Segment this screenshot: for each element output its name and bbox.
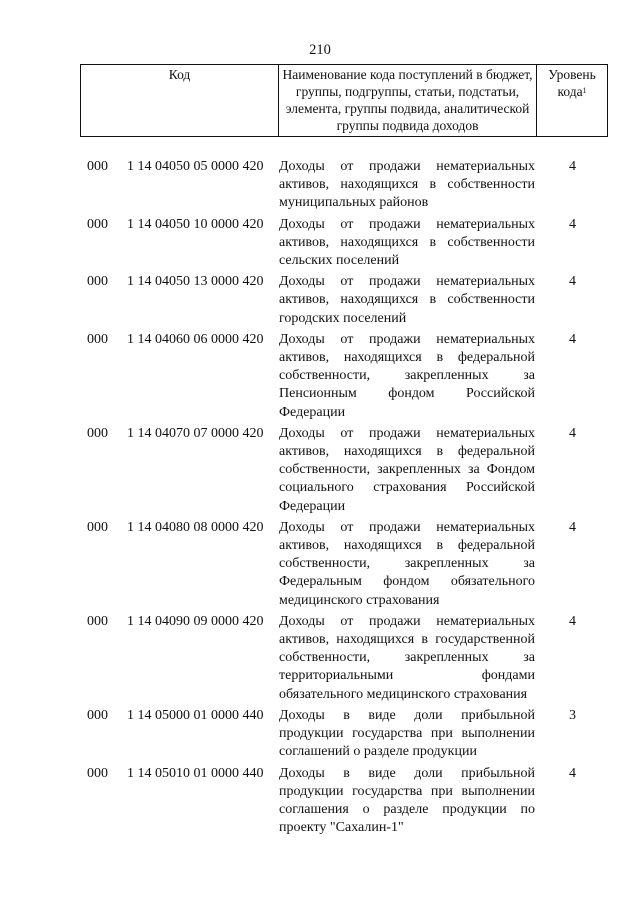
row-name: Доходы от продажи нематериальных активов, находящихся в собственности сельских поселений [279, 216, 535, 269]
row-level: 3 [569, 707, 576, 723]
row-name: Доходы от продажи нематериальных активов, находящихся в собственности городских поселений [279, 274, 535, 326]
header-code: Код [81, 65, 279, 137]
row-level: 4 [569, 765, 576, 781]
row-name: Доходы от продажи нематериальных активов, находящихся в государственной собственности, закрепленных за территориальными фондами обязательного медицинского страхования [279, 613, 535, 702]
row-code: 1 14 04090 09 0000 420 [127, 613, 264, 629]
row-prefix: 000 [87, 216, 108, 232]
row-code: 1 14 04050 10 0000 420 [127, 216, 264, 232]
table-header [80, 64, 608, 137]
row-name: Доходы в виде доли прибыльной продукции государства при выполнении соглашения о разделе продукции по проекту "Сахалин-1" [279, 765, 535, 836]
table-row [80, 273, 608, 328]
row-level: 4 [569, 425, 576, 441]
row-prefix: 000 [87, 159, 108, 174]
row-code: 1 14 04050 13 0000 420 [127, 274, 264, 290]
header-level-footnote: 1 [582, 86, 587, 95]
row-prefix: 000 [87, 425, 108, 441]
table-row [80, 216, 608, 271]
row-name: Доходы от продажи нематериальных активов, находящихся в собственности муниципальных районов [279, 159, 535, 211]
row-code: 1 14 04060 06 0000 420 [127, 331, 264, 347]
row-prefix: 000 [87, 707, 108, 723]
row-code: 1 14 05000 01 0000 440 [127, 707, 264, 723]
row-level: 4 [569, 331, 576, 347]
header-name: Наименование кода поступлений в бюджет, группы, подгруппы, статьи, подстатьи, элемента, группы подвида, аналитической группы подвида доходов [279, 65, 537, 137]
row-prefix: 000 [87, 613, 108, 629]
row-code: 1 14 05010 01 0000 440 [127, 765, 264, 781]
table-row [80, 519, 608, 610]
row-code: 1 14 04080 08 0000 420 [127, 519, 264, 535]
row-name: Доходы от продажи нематериальных активов, находящихся в федеральной собственности, закрепленных за Пенсионным фондом Российской Федерации [279, 331, 535, 420]
row-level: 4 [569, 519, 576, 535]
header-level-label: Уровень кода [548, 67, 596, 99]
table-row [80, 425, 608, 516]
table-row [80, 158, 608, 213]
row-level: 4 [569, 159, 576, 174]
row-name: Доходы от продажи нематериальных активов, находящихся в федеральной собственности, закрепленных за Фондом социального страхования Российской Федерации [279, 425, 535, 514]
row-prefix: 000 [87, 519, 108, 535]
header-level [537, 65, 608, 137]
row-level: 4 [569, 274, 576, 290]
row-level: 4 [569, 216, 576, 232]
row-level: 4 [569, 613, 576, 629]
row-code: 1 14 04050 05 0000 420 [127, 159, 264, 174]
table-row [80, 331, 608, 422]
table-row [80, 613, 608, 704]
row-name: Доходы в виде доли прибыльной продукции государства при выполнении соглашений о разделе продукции [279, 707, 535, 760]
table-row [80, 765, 608, 838]
row-name: Доходы от продажи нематериальных активов, находящихся в федеральной собственности, закрепленных за Федеральным фондом обязательного медицинского страхования [279, 519, 535, 608]
row-prefix: 000 [87, 274, 108, 290]
row-prefix: 000 [87, 765, 108, 781]
page-number: 210 [309, 42, 331, 58]
row-code: 1 14 04070 07 0000 420 [127, 425, 264, 441]
table-body [80, 158, 608, 840]
row-prefix: 000 [87, 331, 108, 347]
table-row [80, 707, 608, 762]
